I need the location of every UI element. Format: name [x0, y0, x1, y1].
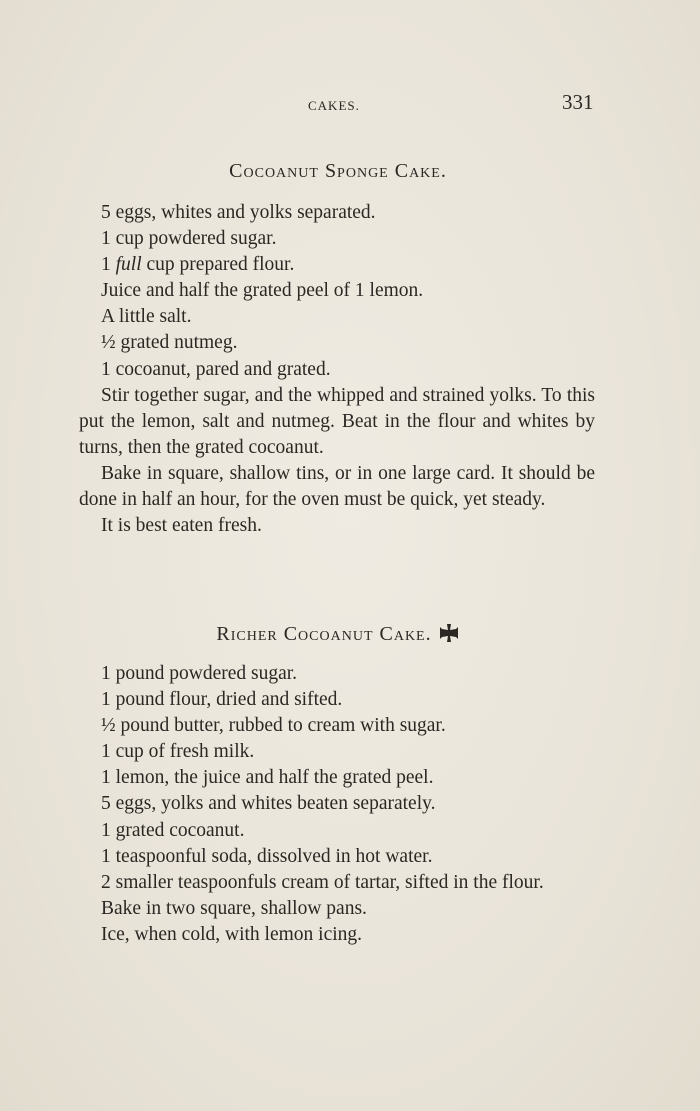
running-head: CAKES. [308, 98, 360, 113]
ingredient-line: A little salt. [101, 306, 192, 328]
ingredient-line: Juice and half the grated peel of 1 lemon. [101, 280, 424, 302]
recipe-title-cocoanut-sponge-cake [0, 160, 688, 183]
direction-paragraph: Bake in two square, shallow pans. [101, 897, 367, 919]
direction-paragraph: It is best eaten fresh. [101, 515, 262, 537]
ingredient-line: ½ grated nutmeg. [101, 332, 238, 354]
recipe-title-richer-cocoanut-cake [0, 622, 688, 646]
cross-icon [438, 622, 460, 644]
ingredient-line: 5 eggs, whites and yolks separated. [101, 202, 376, 223]
page-header [0, 88, 700, 118]
flour-emphasis: full [115, 254, 142, 276]
ingredient-line: 5 eggs, yolks and whites beaten separately. [101, 793, 436, 815]
flour-rest: cup prepared flour. [146, 254, 295, 276]
ingredient-line: 1 cup powdered sugar. [101, 228, 277, 250]
ingredient-line: ½ pound butter, rubbed to cream with sugar. [101, 715, 446, 737]
ingredient-line: 1 grated cocoanut. [101, 819, 245, 841]
ingredient-line: 1 pound powdered sugar. [101, 663, 298, 684]
direction-paragraph: Ice, when cold, with lemon icing. [101, 923, 363, 945]
direction-paragraph: Bake in square, shallow tins, or in one large card. It should be done in half an hour, for the oven must be quick, yet steady. [79, 462, 595, 511]
recipe-title-text: Cocoanut Sponge Cake. [229, 160, 447, 182]
ingredient-line: 1 pound flour, dried and sifted. [101, 689, 343, 711]
ingredient-line: 1 cup of fresh milk. [101, 741, 255, 763]
recipe-body-cocoanut-sponge-cake [79, 200, 595, 539]
ingredient-line: 1 lemon, the juice and half the grated peel. [101, 767, 434, 789]
ingredient-line: 1 cocoanut, pared and grated. [101, 358, 331, 380]
direction-paragraph: Stir together sugar, and the whipped and strained yolks. To this put the lemon, salt and nutmeg. Beat in the flour and whites by turns, then the grated cocoanut. [79, 384, 595, 458]
direction-paragraph: 2 smaller teaspoonfuls cream of tartar, sifted in the flour. [101, 871, 544, 893]
recipe-title-text: Richer Cocoanut Cake. [216, 623, 432, 645]
ingredient-line-flour [79, 252, 595, 278]
recipe-body-richer-cocoanut-cake [79, 661, 595, 948]
flour-quantity: 1 [101, 254, 111, 276]
ingredient-line: 1 teaspoonful soda, dissolved in hot water. [101, 845, 433, 867]
page-number: 331 [562, 90, 594, 114]
